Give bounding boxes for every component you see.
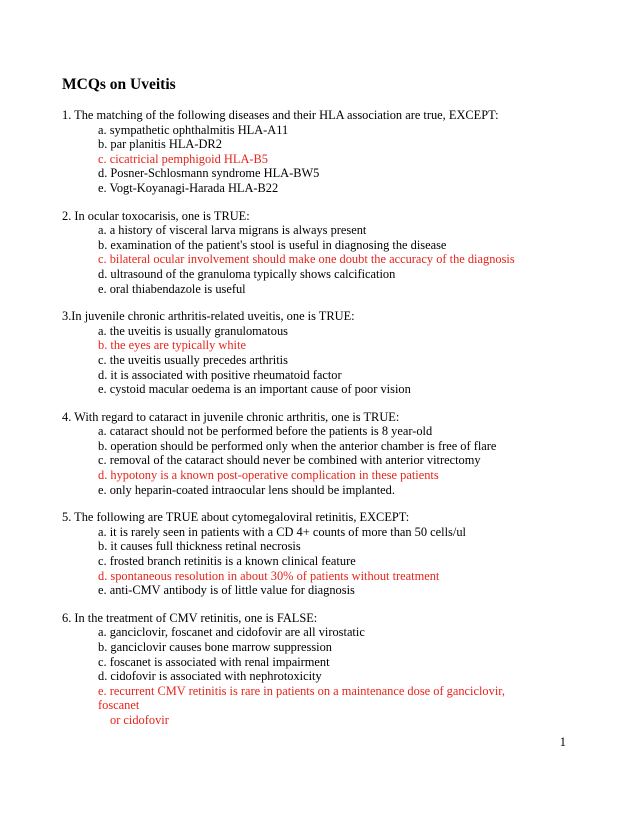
option-list: [62, 223, 622, 296]
question-block: [62, 410, 622, 498]
option-text: c. the uveitis usually precedes arthritis: [98, 352, 288, 367]
option-text: e. Vogt-Koyanagi-Harada HLA-B22: [98, 180, 279, 195]
answer-option: [62, 282, 622, 297]
answer-option: [62, 267, 622, 282]
option-text: b. operation should be performed only when the anterior chamber is free of flare: [98, 438, 497, 453]
answer-option: [62, 655, 622, 670]
option-text: a. the uveitis is usually granulomatous: [98, 323, 288, 338]
option-text: c. foscanet is associated with renal impairment: [98, 654, 330, 669]
option-text: d. spontaneous resolution in about 30% of patients without treatment: [98, 568, 440, 583]
answer-option: [62, 625, 622, 640]
option-text: d. it is associated with positive rheumatoid factor: [98, 367, 342, 382]
option-text: a. it is rarely seen in patients with a CD 4+ counts of more than 50 cells/ul: [98, 524, 466, 539]
option-text: b. par planitis HLA-DR2: [98, 137, 222, 152]
question-block: [62, 510, 622, 598]
option-text: b. the eyes are typically white: [98, 338, 246, 353]
answer-option: [62, 669, 622, 684]
option-text: e. anti-CMV antibody is of little value for diagnosis: [98, 583, 355, 598]
answer-option: [62, 123, 622, 138]
answer-option: [62, 539, 622, 554]
option-text: a. ganciclovir, foscanet and cidofovir are all virostatic: [98, 625, 365, 640]
question-block: [62, 209, 622, 297]
answer-option: [62, 382, 622, 397]
option-text: e. recurrent CMV retinitis is rare in patients on a maintenance dose of ganciclovir, foscanet: [98, 683, 505, 713]
option-list: [62, 324, 622, 397]
answer-option: [62, 223, 622, 238]
answer-option: [62, 368, 622, 383]
option-text: c. bilateral ocular involvement should make one doubt the accuracy of the diagnosis: [98, 252, 515, 267]
answer-option: [62, 137, 622, 152]
option-text: c. frosted branch retinitis is a known clinical feature: [98, 554, 356, 569]
answer-option: [62, 181, 622, 196]
answer-option: [62, 439, 622, 454]
answer-option: [62, 483, 622, 498]
question-text: 3.In juvenile chronic arthritis-related uveitis, one is TRUE:: [62, 309, 355, 324]
question-text: 1. The matching of the following diseases and their HLA association are true, EXCEPT:: [62, 108, 499, 122]
answer-option: [62, 166, 622, 181]
question-list: [62, 108, 622, 741]
option-text: a. a history of visceral larva migrans is always present: [98, 223, 367, 238]
answer-option: [62, 353, 622, 368]
answer-option: [62, 525, 622, 540]
option-list: [62, 625, 622, 727]
question-text: 4. With regard to cataract in juvenile chronic arthritis, one is TRUE:: [62, 409, 400, 424]
question-block: [62, 611, 622, 728]
answer-option: [62, 238, 622, 253]
option-text: d. hypotony is a known post-operative complication in these patients: [98, 468, 439, 483]
option-text: d. ultrasound of the granuloma typically shows calcification: [98, 266, 396, 281]
option-text-continuation: or cidofovir: [110, 712, 169, 727]
page-number: 1: [559, 735, 566, 749]
answer-option: [62, 424, 622, 439]
option-list: [62, 123, 622, 196]
answer-option-correct: [62, 684, 538, 728]
option-text: d. cidofovir is associated with nephrotoxicity: [98, 669, 322, 684]
answer-option: [62, 554, 622, 569]
option-text: a. cataract should not be performed before the patients is 8 year-old: [98, 424, 433, 439]
option-text: e. oral thiabendazole is useful: [98, 281, 246, 296]
answer-option-correct: [62, 338, 622, 353]
option-text: d. Posner-Schlosmann syndrome HLA-BW5: [98, 166, 320, 181]
answer-option: [62, 640, 622, 655]
question-text: 2. In ocular toxocarisis, one is TRUE:: [62, 208, 250, 223]
answer-option-correct: [62, 468, 622, 483]
answer-option: [62, 583, 622, 598]
option-text: c. removal of the cataract should never be combined with anterior vitrectomy: [98, 453, 481, 468]
question-text: 6. In the treatment of CMV retinitis, one is FALSE:: [62, 610, 318, 625]
option-list: [62, 525, 622, 598]
answer-option: [62, 453, 622, 468]
option-text: b. examination of the patient's stool is useful in diagnosing the disease: [98, 237, 447, 252]
option-text: c. cicatricial pemphigoid HLA-B5: [98, 151, 268, 166]
option-text: a. sympathetic ophthalmitis HLA-A11: [98, 122, 289, 137]
option-text: b. it causes full thickness retinal necrosis: [98, 539, 301, 554]
question-block: [62, 108, 622, 196]
document-title: MCQs on Uveitis: [62, 76, 176, 93]
answer-option: [62, 324, 622, 339]
answer-option-correct: [62, 569, 622, 584]
answer-option-correct: [62, 152, 622, 167]
option-text: b. ganciclovir causes bone marrow suppression: [98, 640, 332, 654]
option-text: e. only heparin-coated intraocular lens should be implanted.: [98, 482, 395, 497]
question-text: 5. The following are TRUE about cytomegaloviral retinitis, EXCEPT:: [62, 510, 410, 525]
answer-option-correct: [62, 252, 622, 267]
option-list: [62, 424, 622, 497]
option-text: e. cystoid macular oedema is an important cause of poor vision: [98, 382, 411, 397]
question-block: [62, 309, 622, 397]
